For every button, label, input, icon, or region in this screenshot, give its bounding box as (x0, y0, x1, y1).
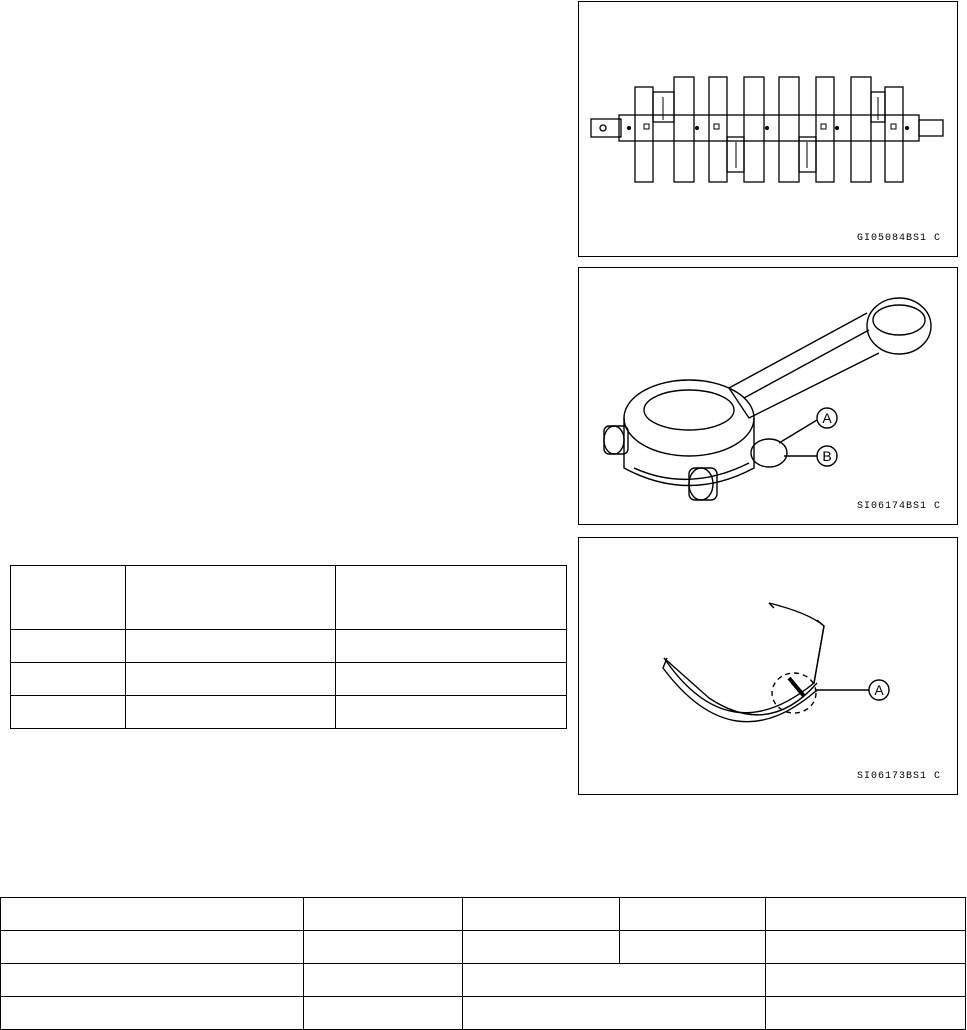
callout-a-label: A (874, 682, 884, 698)
figure-code: SI06174BS1 C (856, 501, 941, 512)
table-header-row (1, 898, 966, 931)
table-row (1, 931, 966, 964)
table-row (11, 696, 567, 729)
crankshaft-figure (578, 1, 958, 257)
bearing-insert-figure (578, 537, 958, 795)
connecting-rod-figure (578, 267, 958, 525)
callout-b-label: B (822, 448, 832, 464)
figure-code: GI05084BS1 C (856, 233, 941, 244)
table-row (1, 997, 966, 1030)
table-row (11, 663, 567, 696)
bearing-insert-illustration (579, 538, 959, 796)
table-row (1, 964, 966, 997)
connecting-rod-illustration (579, 268, 959, 526)
spec-table-wide (0, 897, 966, 1030)
table-row (11, 630, 567, 663)
spec-table-small (10, 565, 567, 729)
figure-code: SI06173BS1 C (856, 771, 941, 782)
callout-a-label: A (822, 410, 832, 426)
crankshaft-illustration (579, 2, 959, 258)
table-header-row (11, 566, 567, 630)
